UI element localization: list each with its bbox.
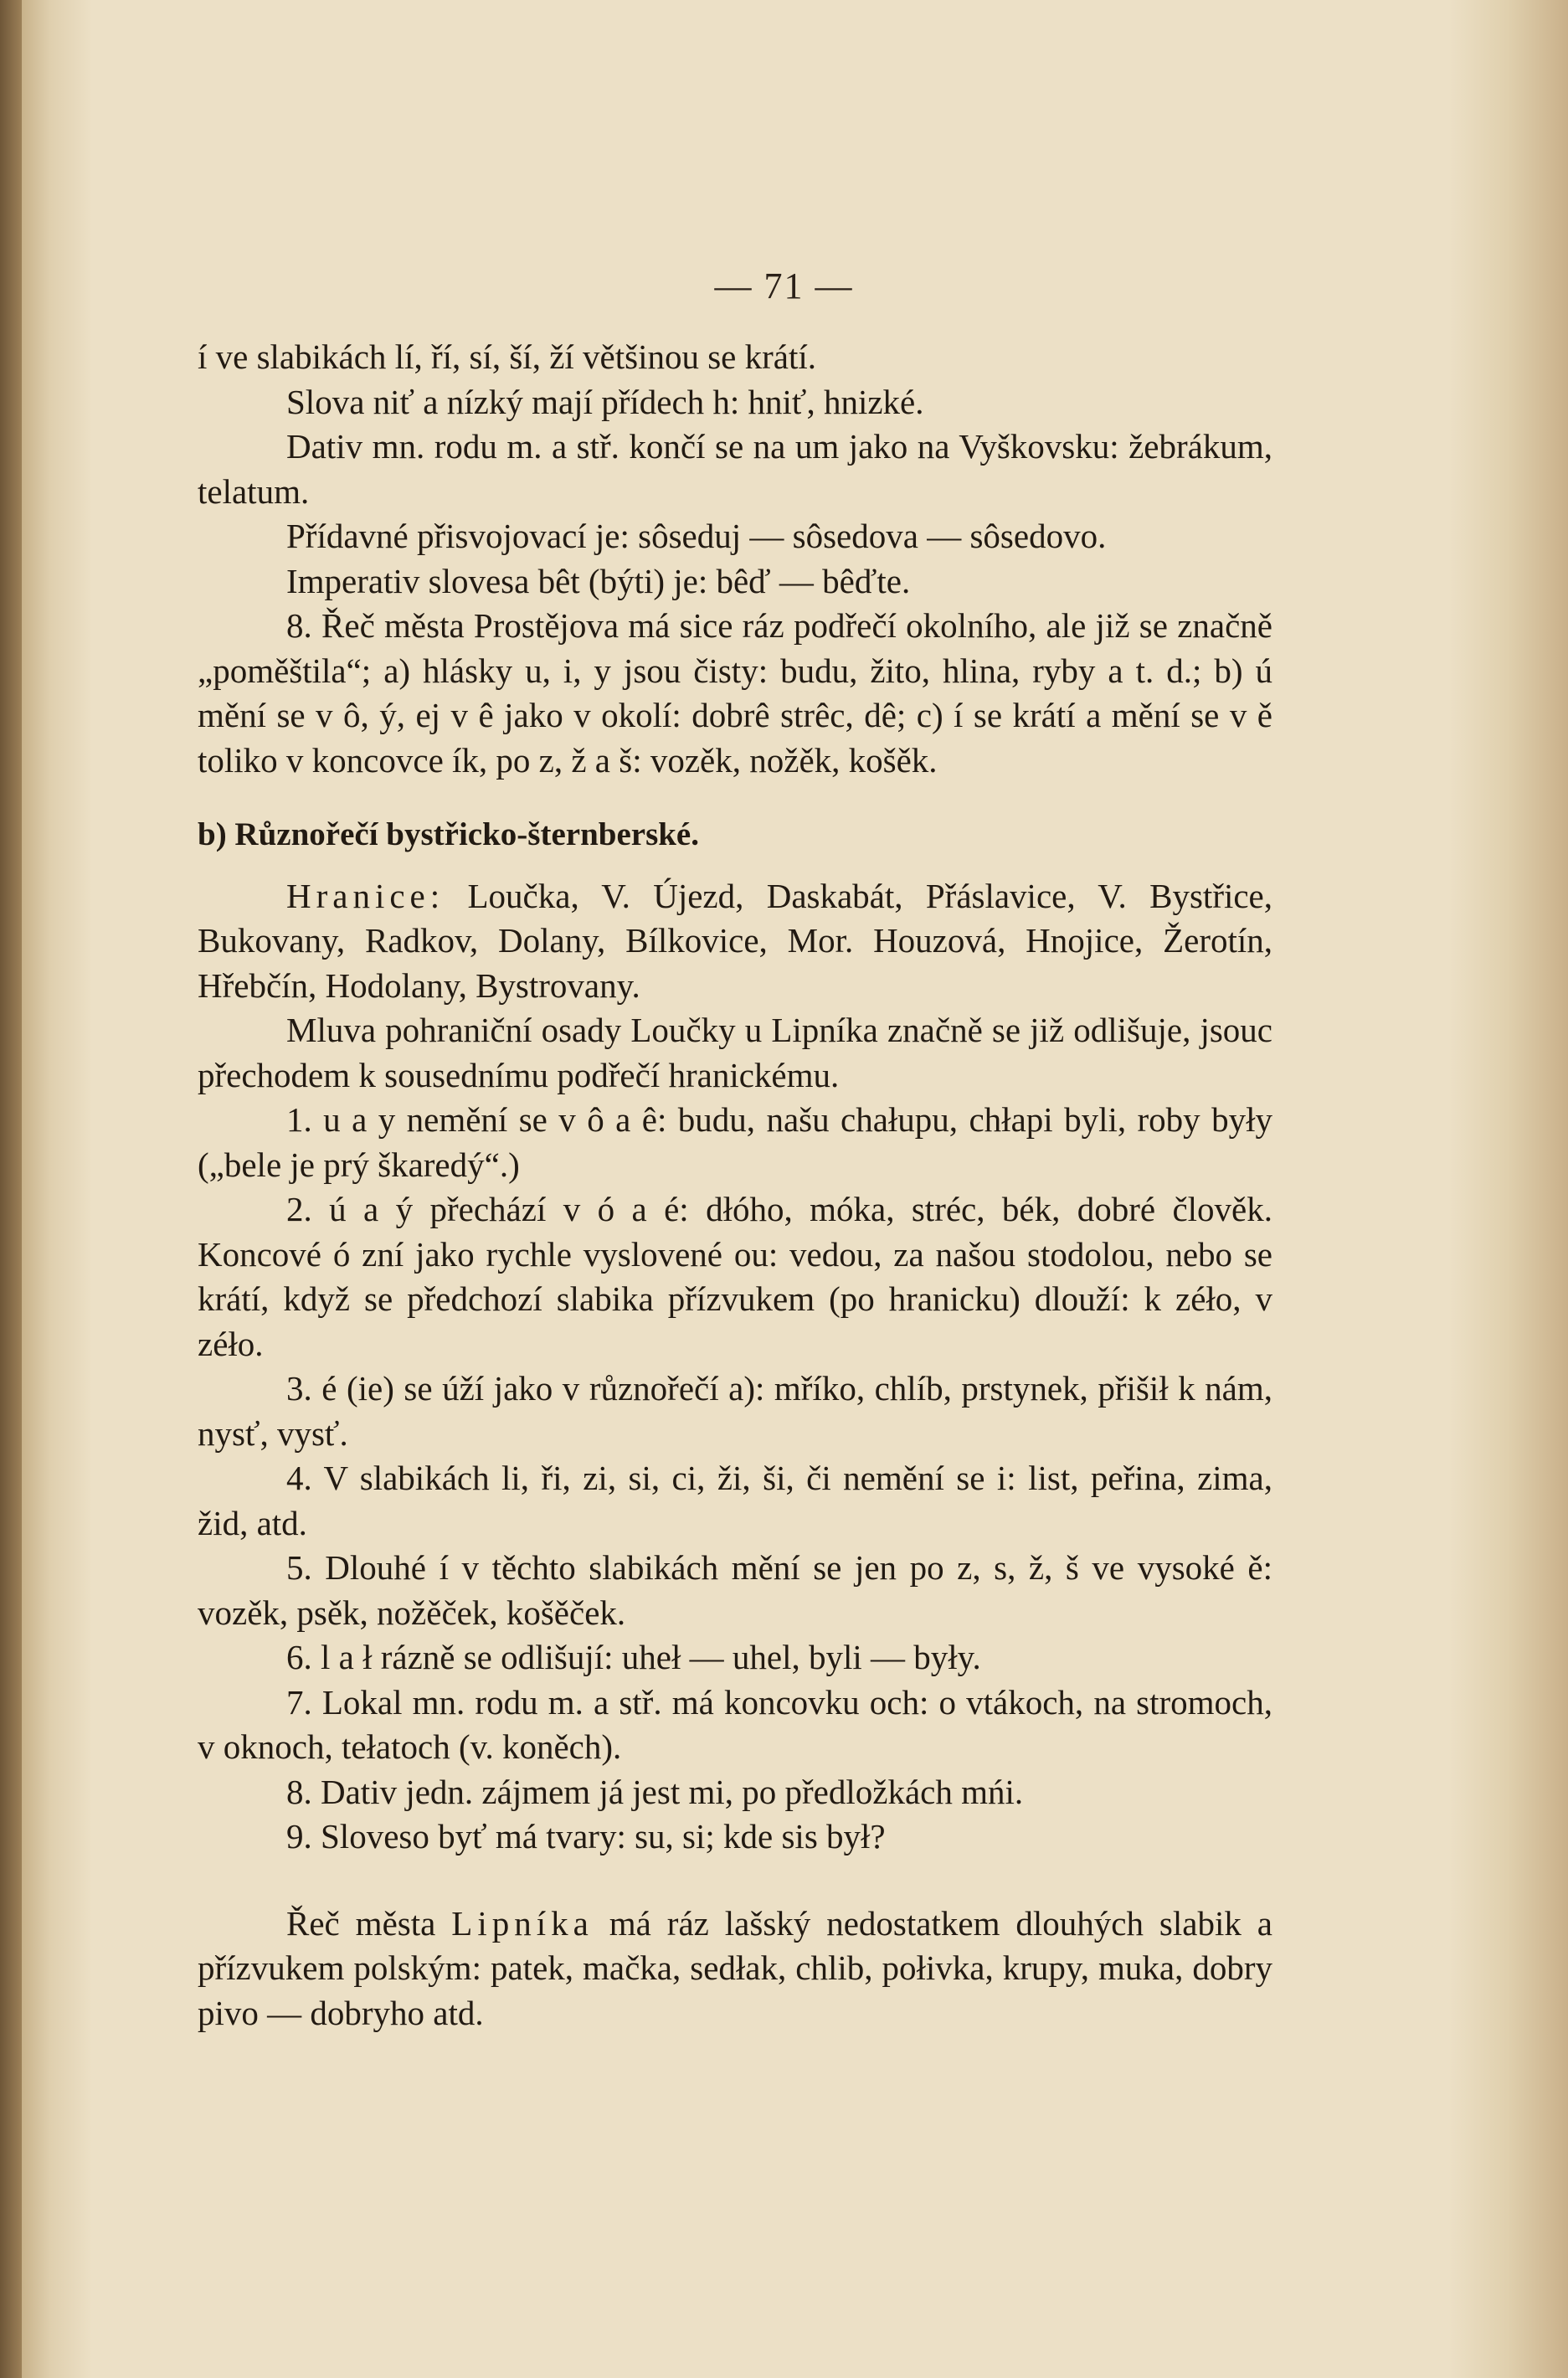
places-paragraph [198, 874, 1272, 1009]
section-heading: b) Různořečí bystřicko-šternberské. [198, 816, 699, 852]
list-item: 9. Sloveso byť má tvary: su, si; kde sis był? [286, 1817, 886, 1856]
list-item: 1. u a y nemění se v ô a ê: budu, našu chałupu, chłapi byli, roby były („bele je prý škaredý“.) [198, 1100, 1272, 1184]
list-item: 6. l a ł rázně se odlišují: uheł — uhel, byli — były. [286, 1638, 981, 1676]
paragraph-prostejov: 8. Řeč města Prostějova má sice ráz podřečí okolního, ale již se značně „poměštila“; a) hlásky u, i, y jsou čisty: budu, žito, hlina, ryby a t. d.; b) ú mění se v ô, ý, ej v ê jako v okolí: dobrê strêc, dê; c) í se krátí a mění se v ě toliko v koncovce ík, po z, ž a š: vozěk, nožěk, košěk. [198, 606, 1272, 780]
closing-paragraph [198, 1902, 1272, 2036]
paragraph-line-1: í ve slabikách lí, ří, sí, ší, ží většinou se krátí. [198, 337, 817, 376]
list-item: 8. Dativ jedn. zájmem já jest mi, po předložkách mńi. [286, 1772, 1024, 1811]
paragraph-line-3: Dativ mn. rodu m. a stř. končí se na um jako na Vyškovsku: žebrákum, telatum. [198, 427, 1272, 511]
closing-rest: má ráz lašský nedostatkem dlouhých slabik a přízvukem polským: patek, mačka, sedłak, chlib, połivka, krupy, muka, dobry pivo — dobryho atd. [198, 1903, 1273, 2032]
places-list: Loučka, V. Újezd, Daskabát, Přáslavice, V. Bystřice, Bukovany, Radkov, Dolany, Bílkovice, Mor. Houzová, Hnojice, Žerotín, Hřebčín, Hodolany, Bystrovany. [198, 876, 1273, 1005]
paragraph-line-5: Imperativ slovesa bêt (býti) je: bêď — bêďte. [286, 561, 911, 600]
page-number: — 71 — [714, 265, 854, 306]
list-item: 2. ú a ý přechází v ó a é: dłóho, móka, stréc, bék, dobré člověk. Koncové ó zní jako rychle vyslovené ou: vedou, za našou stodolou, nebo se krátí, když se předchozí slabika přízvukem (po hranicku) dlouží: k zéło, v zéło. [198, 1190, 1272, 1363]
paragraph-line-2: Slova niť a nízký mají přídech h: hniť, hnizké. [286, 382, 924, 421]
page-body [198, 335, 1272, 2036]
book-binding-edge [0, 0, 22, 2378]
places-label: Hranice: [286, 876, 445, 915]
list-item: 3. é (ie) se úží jako v různořečí a): mříko, chlíb, prstynek, přišił k nám, nysť, vysť. [198, 1369, 1272, 1453]
list-item: 5. Dlouhé í v těchto slabikách mění se jen po z, s, ž, š ve vysoké ě: vozěk, psěk, nožěček, košěček. [198, 1548, 1272, 1632]
intro-paragraph: Mluva pohraniční osady Loučky u Lipníka značně se již odlišuje, jsouc přechodem k sousednímu podřečí hranickému. [198, 1011, 1272, 1094]
list-item: 7. Lokal mn. rodu m. a stř. má koncovku och: o vtákoch, na stromoch, v oknoch, tełatoch (v. koněch). [198, 1682, 1272, 1766]
paragraph-line-4: Přídavné přisvojovací je: sôseduj — sôsedova — sôsedovo. [286, 517, 1107, 555]
closing-prefix: Řeč města [286, 1903, 436, 1943]
closing-city: Lipníka [451, 1903, 594, 1943]
list-item: 4. V slabikách li, ři, zi, si, ci, ži, ši, či nemění se i: list, peřina, zima, žid, atd. [198, 1459, 1272, 1542]
